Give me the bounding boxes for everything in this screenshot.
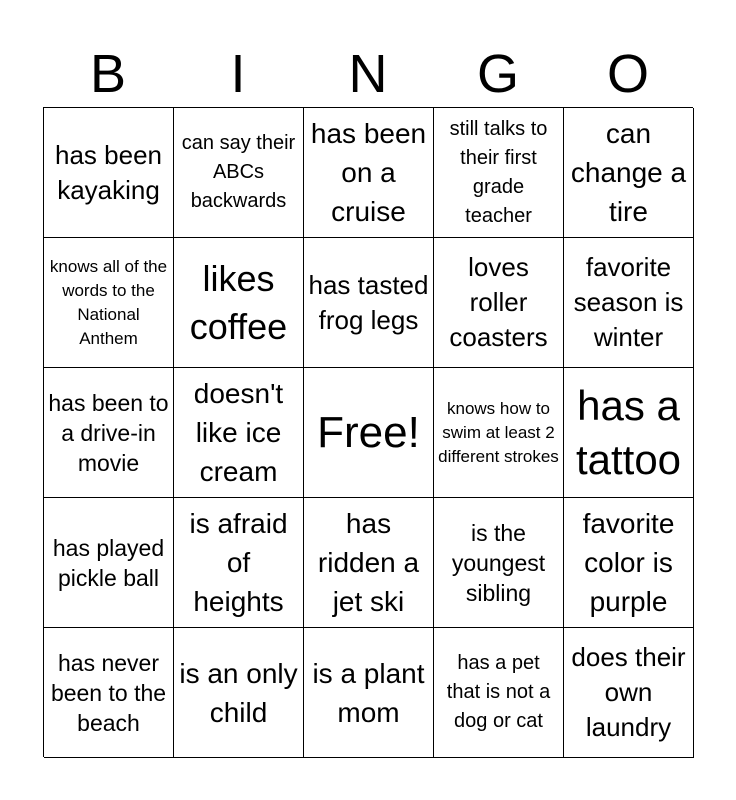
bingo-grid: [43, 107, 693, 757]
bingo-cell[interactable]: [434, 498, 564, 628]
cell-text: has been to a drive-in movie: [48, 389, 169, 476]
bingo-cell[interactable]: [44, 238, 174, 368]
cell-text: has a pet that is not a dog or cat: [446, 652, 551, 732]
cell-text: has tasted frog legs: [308, 269, 429, 335]
bingo-cell[interactable]: [174, 498, 304, 628]
bingo-cell[interactable]: [434, 628, 564, 758]
cell-text: likes coffee: [189, 257, 288, 347]
bingo-cell[interactable]: [304, 628, 434, 758]
cell-text: is afraid of heights: [189, 508, 288, 617]
free-space-text: Free!: [317, 407, 420, 457]
cell-text: has a tattoo: [575, 381, 682, 483]
cell-text: has played pickle ball: [52, 534, 165, 591]
cell-text: doesn't like ice cream: [193, 378, 284, 487]
header-letter-i: I: [230, 44, 246, 104]
cell-text: is a plant mom: [312, 657, 425, 728]
bingo-cell[interactable]: [174, 238, 304, 368]
bingo-cell[interactable]: [304, 108, 434, 238]
bingo-cell[interactable]: [304, 238, 434, 368]
bingo-cell[interactable]: [564, 108, 694, 238]
bingo-cell[interactable]: [564, 628, 694, 758]
bingo-cell[interactable]: [174, 108, 304, 238]
header-letter-o: O: [606, 44, 649, 104]
bingo-cell[interactable]: [434, 368, 564, 498]
free-space[interactable]: [304, 368, 434, 498]
cell-text: has been kayaking: [55, 139, 162, 205]
bingo-cell[interactable]: [304, 498, 434, 628]
header-letter-n: N: [348, 44, 388, 104]
cell-text: can change a tire: [570, 118, 687, 227]
bingo-cell[interactable]: [44, 108, 174, 238]
cell-text: does their own laundry: [571, 642, 686, 742]
header-letter-g: G: [476, 44, 519, 104]
bingo-cell[interactable]: [434, 238, 564, 368]
cell-text: favorite color is purple: [582, 508, 675, 617]
cell-text: has been on a cruise: [310, 118, 427, 227]
bingo-cell[interactable]: [564, 498, 694, 628]
cell-text: loves roller coasters: [449, 252, 548, 352]
bingo-header: [43, 40, 693, 108]
cell-text: is the youngest sibling: [451, 519, 546, 606]
cell-text: knows all of the words to the National Anthem: [49, 256, 168, 348]
bingo-cell[interactable]: [44, 498, 174, 628]
bingo-cell[interactable]: [564, 368, 694, 498]
cell-text: is an only child: [179, 657, 298, 728]
bingo-cell[interactable]: [434, 108, 564, 238]
cell-text: has ridden a jet ski: [317, 508, 420, 617]
cell-text: has never been to the beach: [50, 649, 167, 736]
bingo-cell[interactable]: [44, 628, 174, 758]
bingo-cell[interactable]: [44, 368, 174, 498]
bingo-cell[interactable]: [564, 238, 694, 368]
cell-text: can say their ABCs backwards: [181, 132, 296, 212]
header-letter-b: B: [89, 44, 127, 104]
cell-text: still talks to their first grade teacher: [449, 117, 548, 227]
cell-text: knows how to swim at least 2 different strokes: [438, 398, 559, 466]
bingo-cell[interactable]: [174, 628, 304, 758]
bingo-cell[interactable]: [174, 368, 304, 498]
cell-text: favorite season is winter: [573, 252, 684, 352]
